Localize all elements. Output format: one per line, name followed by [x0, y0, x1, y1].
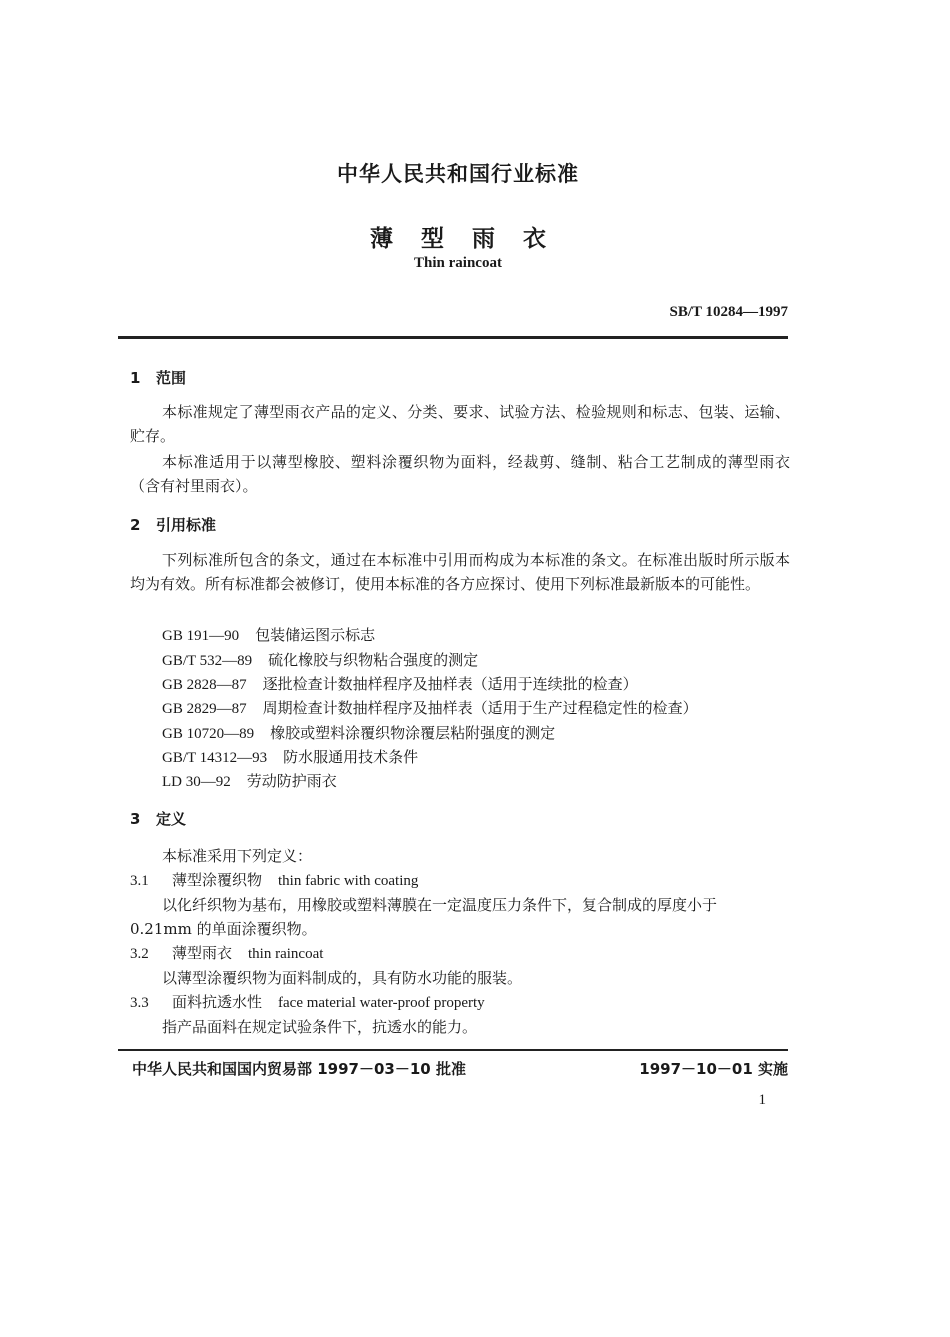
reference-name: 逐批检查计数抽样程序及抽样表（适用于连续批的检查）: [262, 675, 638, 693]
section-title: 引用标准: [156, 516, 217, 534]
reference-code: GB 10720—89: [162, 726, 255, 742]
section-number: 3: [130, 810, 141, 828]
section-number: 2: [130, 516, 141, 534]
section-2-intro: 下列标准所包含的条文，通过在本标准中引用而构成为本标准的条文。在标准出版时所示版本均为有效。所有标准都会被修订，使用本标准的各方应探讨、使用下列标准最新版本的可能性。: [130, 551, 790, 593]
reference-code: GB/T 532—89: [162, 653, 253, 669]
footer-divider: [118, 1049, 788, 1051]
definition-term: [130, 942, 323, 963]
reference-name: 防水服通用技术条件: [283, 748, 419, 766]
definition-term: [130, 991, 485, 1012]
definition-number: 3.3: [130, 995, 149, 1011]
document-title-english: Thin raincoat: [414, 255, 502, 271]
effective-date: 1997－10－01 实施: [639, 1060, 788, 1078]
definition-number: 3.2: [130, 946, 149, 962]
definition-term: [130, 869, 418, 890]
definition-term-cn: 薄型雨衣: [172, 944, 233, 962]
definition-body-continued: 0.21mm 的单面涂覆织物。: [130, 920, 317, 938]
reference-code: LD 30—92: [162, 774, 231, 790]
approval-line: 中华人民共和国国内贸易部 1997－03－10 批准: [132, 1060, 466, 1078]
section-3-heading: [130, 808, 186, 829]
reference-item: [162, 697, 698, 718]
definition-body: 以化纤织物为基布，用橡胶或塑料薄膜在一定温度压力条件下，复合制成的厚度小于: [162, 896, 718, 914]
section-2-heading: [130, 514, 216, 535]
issuer-heading: 中华人民共和国行业标准: [337, 162, 579, 186]
section-number: 1: [130, 369, 141, 387]
section-1-paragraph-1: 本标准规定了薄型雨衣产品的定义、分类、要求、试验方法、检验规则和标志、包装、运输、贮存。: [130, 403, 790, 445]
top-divider: [118, 336, 788, 339]
definition-term-cn: 薄型涂覆织物: [172, 871, 263, 889]
reference-item: [162, 746, 418, 767]
definition-number: 3.1: [130, 873, 149, 889]
reference-name: 橡胶或塑料涂覆织物涂覆层粘附强度的测定: [270, 724, 556, 742]
reference-code: GB 2828—87: [162, 677, 247, 693]
definition-term-en: face material water-proof property: [278, 995, 485, 1011]
definition-term-en: thin raincoat: [248, 946, 324, 962]
reference-code: GB 191—90: [162, 628, 240, 644]
definition-body: 指产品面料在规定试验条件下，抗透水的能力。: [162, 1018, 478, 1036]
reference-code: GB/T 14312—93: [162, 750, 268, 766]
definition-body: 以薄型涂覆织物为面料制成的，具有防水功能的服装。: [162, 969, 523, 987]
section-1-heading: [130, 367, 186, 388]
reference-item: [162, 722, 555, 743]
reference-name: 硫化橡胶与织物粘合强度的测定: [268, 651, 479, 669]
definition-term-cn: 面料抗透水性: [172, 993, 263, 1011]
section-3-intro: 本标准采用下列定义：: [162, 847, 313, 865]
reference-item: [162, 624, 375, 645]
reference-name: 劳动防护雨衣: [246, 772, 337, 790]
section-title: 范围: [156, 369, 187, 387]
reference-name: 周期检查计数抽样程序及抽样表（适用于生产过程稳定性的检查）: [262, 699, 698, 717]
section-title: 定义: [156, 810, 187, 828]
definition-term-en: thin fabric with coating: [278, 873, 419, 889]
section-1-paragraph-2: 本标准适用于以薄型橡胶、塑料涂覆织物为面料，经裁剪、缝制、粘合工艺制成的薄型雨衣（含有衬里雨衣）。: [130, 453, 790, 495]
document-title: 薄 型 雨 衣: [369, 226, 547, 252]
reference-name: 包装储运图示标志: [255, 626, 376, 644]
page-number: 1: [758, 1092, 766, 1108]
reference-item: [162, 770, 337, 791]
standard-number: SB/T 10284—1997: [669, 304, 788, 320]
reference-code: GB 2829—87: [162, 701, 247, 717]
reference-item: [162, 673, 638, 694]
reference-item: [162, 649, 478, 670]
